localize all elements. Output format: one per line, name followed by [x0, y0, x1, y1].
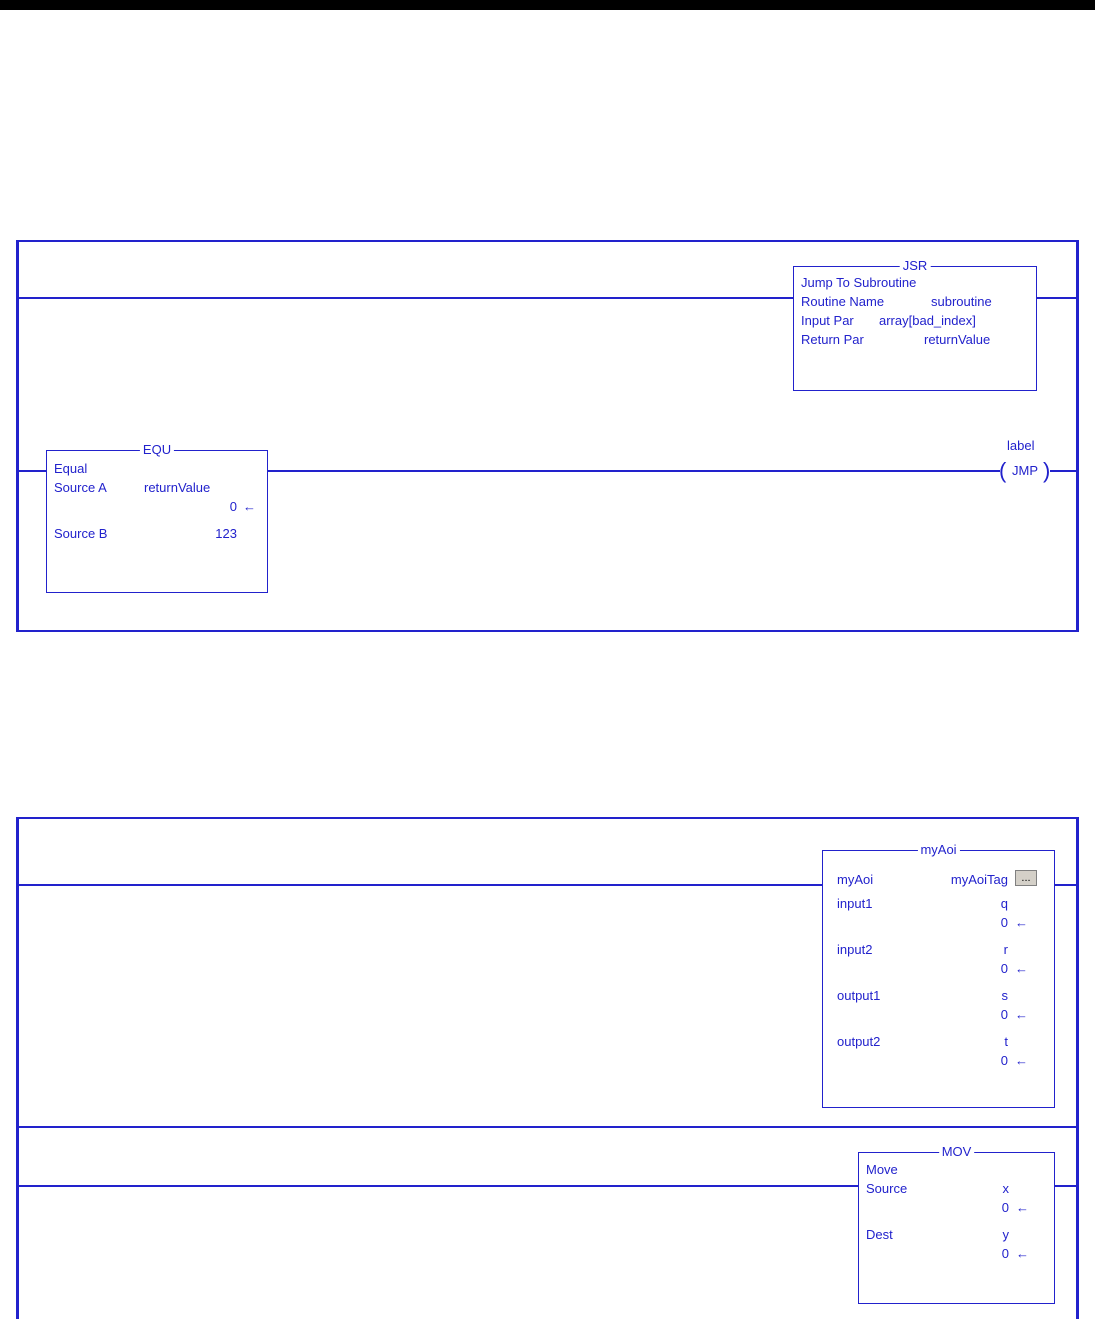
jsr-block-title: JSR — [900, 259, 931, 273]
mov-line-3-arrow-icon: ← — [1016, 1200, 1029, 1215]
rung-group2-top-divider — [16, 817, 1079, 819]
aoi-line-4-label: input2 — [837, 942, 873, 957]
mov-line-5-value: 0 — [1001, 1246, 1009, 1261]
aoi-line-3-value: 0 — [1000, 915, 1008, 930]
equ-line-2-value[interactable]: returnValue — [144, 480, 211, 495]
aoi-line-8-label: output2 — [837, 1034, 881, 1049]
jsr-line-2-value[interactable]: subroutine — [931, 294, 992, 309]
equ-line-3-arrow-icon: ← — [243, 499, 256, 514]
equ-line-4-value[interactable]: 123 — [215, 526, 237, 541]
rung-1-wire-right — [1037, 297, 1079, 299]
aoi-line-5-value: 0 — [1000, 961, 1008, 976]
aoi-line-1-label: myAoi — [837, 872, 874, 887]
jmp-coil-right-paren-icon: ) — [1043, 458, 1051, 483]
equ-line-1-label: Equal — [54, 461, 88, 476]
jmp-coil-left-paren-icon: ( — [999, 458, 1007, 483]
aoi-line-6-label: output1 — [837, 988, 881, 1003]
aoi-browse-button[interactable]: ... — [1015, 870, 1037, 886]
aoi-line-8-value[interactable]: t — [1004, 1034, 1008, 1049]
mov-line-1-label: Move — [866, 1162, 898, 1177]
aoi-line-1-value[interactable]: myAoiTag — [950, 872, 1008, 887]
aoi-line-7-value: 0 — [1000, 1007, 1008, 1022]
right-power-rail-bottom — [1076, 817, 1079, 1319]
jsr-line-4-label: Return Par — [801, 332, 864, 347]
rung-1-wire-left — [16, 297, 793, 299]
equ-line-3-value: 0 — [229, 499, 237, 514]
aoi-line-9-arrow-icon: ← — [1015, 1053, 1028, 1068]
equ-block-title: EQU — [140, 443, 174, 457]
rung-bottom-divider — [16, 630, 1079, 632]
aoi-line-5-arrow-icon: ← — [1015, 961, 1028, 976]
rung-4-wire-left — [16, 1185, 858, 1187]
aoi-line-3-arrow-icon: ← — [1015, 915, 1028, 930]
jmp-coil-text[interactable]: JMP — [1012, 463, 1038, 478]
equ-line-4-label: Source B — [54, 526, 108, 541]
rung-top-divider — [16, 240, 1079, 242]
equ-line-2-label: Source A — [54, 480, 107, 495]
aoi-line-4-value[interactable]: r — [1003, 942, 1008, 957]
jmp-coil-label: label — [1007, 438, 1035, 453]
aoi-line-9-value: 0 — [1000, 1053, 1008, 1068]
aoi-block-title: myAoi — [917, 843, 959, 857]
aoi-line-6-value[interactable]: s — [1001, 988, 1008, 1003]
rung-3-wire-right — [1055, 884, 1079, 886]
jsr-line-3-label: Input Par — [801, 313, 854, 328]
aoi-line-2-label: input1 — [837, 896, 873, 911]
rung-2-wire-left — [16, 470, 46, 472]
rung-3-wire-left — [16, 884, 822, 886]
equ-block[interactable] — [46, 442, 268, 593]
jsr-line-3-value[interactable]: array[bad_index] — [879, 313, 976, 328]
mov-line-5-arrow-icon: ← — [1016, 1246, 1029, 1261]
rung-group2-mid-divider — [16, 1126, 1079, 1128]
mov-block[interactable] — [858, 1144, 1055, 1304]
aoi-line-7-arrow-icon: ← — [1015, 1007, 1028, 1022]
left-power-rail-bottom — [16, 817, 19, 1319]
jsr-line-1-label: Jump To Subroutine — [801, 275, 917, 290]
mov-block-title: MOV — [939, 1145, 975, 1159]
mov-line-3-value: 0 — [1001, 1200, 1009, 1215]
rung-2-wire-right — [1050, 470, 1079, 472]
mov-line-4-label: Dest — [866, 1227, 893, 1242]
aoi-line-2-value[interactable]: q — [1000, 896, 1008, 911]
mov-line-2-label: Source — [866, 1181, 908, 1196]
mov-line-4-value[interactable]: y — [1002, 1227, 1009, 1242]
mov-line-2-value[interactable]: x — [1002, 1181, 1009, 1196]
aoi-block[interactable] — [822, 842, 1055, 1108]
jsr-line-4-value[interactable]: returnValue — [924, 332, 991, 347]
jsr-line-2-label: Routine Name — [801, 294, 885, 309]
jsr-block[interactable] — [793, 258, 1037, 391]
rung-4-wire-right — [1055, 1185, 1079, 1187]
rung-2-wire-mid — [267, 470, 1000, 472]
top-black-bar — [0, 0, 1095, 10]
